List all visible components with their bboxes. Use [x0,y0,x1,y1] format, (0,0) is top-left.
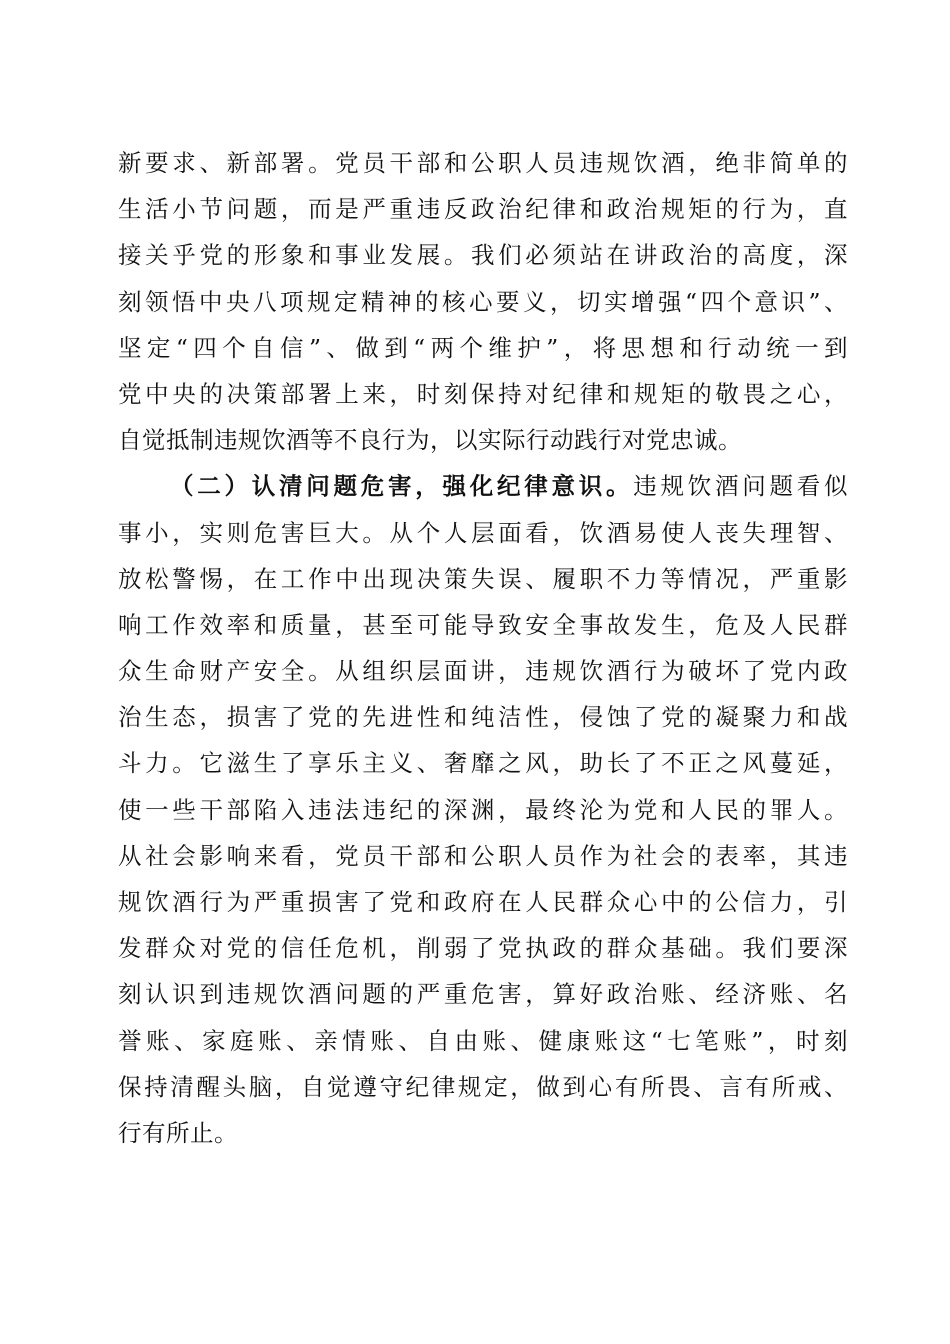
paragraph-1-line: 接关乎党的形象和事业发展。我们必须站在讲政治的高度，深 [118,241,848,270]
paragraph-1-line: 坚定“四个自信”、做到“两个维护”，将思想和行动统一到 [118,333,848,362]
paragraph-2-line: 使一些干部陷入违法违纪的深渊，最终沦为党和人民的罪人。 [118,795,848,824]
paragraph-2-line: 行有所止。 [118,1118,238,1147]
paragraph-2-line: 誉账、家庭账、亲情账、自由账、健康账这“七笔账”，时刻 [118,1026,848,1055]
section-heading: （二）认清问题危害，强化纪律意识。 [170,472,634,501]
paragraph-1-line: 生活小节问题，而是严重违反政治纪律和政治规矩的行为，直 [118,195,848,224]
paragraph-1-line: 刻领悟中央八项规定精神的核心要义，切实增强“四个意识”、 [118,287,848,316]
paragraph-2-line: 从社会影响来看，党员干部和公职人员作为社会的表率，其违 [118,841,848,870]
paragraph-2-line: 保持清醒头脑，自觉遵守纪律规定，做到心有所畏、言有所戒、 [118,1072,848,1101]
paragraph-2-line: 事小，实则危害巨大。从个人层面看，饮酒易使人丧失理智、 [118,518,848,547]
paragraph-2-line: 放松警惕，在工作中出现决策失误、履职不力等情况，严重影 [118,564,848,593]
body-text [118,140,848,1156]
paragraph-2-first-line-text: 违规饮酒问题看似 [633,472,848,501]
paragraph-2-first-line [118,463,848,509]
paragraph-2-line: 斗力。它滋生了享乐主义、奢靡之风，助长了不正之风蔓延， [118,749,848,778]
paragraph-2-line: 响工作效率和质量，甚至可能导致安全事故发生，危及人民群 [118,610,848,639]
paragraph-1-line: 新要求、新部署。党员干部和公职人员违规饮酒，绝非简单的 [118,149,848,177]
paragraph-2-line: 发群众对党的信任危机，削弱了党执政的群众基础。我们要深 [118,934,848,963]
paragraph-2-line: 刻认识到违规饮酒问题的严重危害，算好政治账、经济账、名 [118,980,848,1009]
paragraph-1-line: 自觉抵制违规饮酒等不良行为，以实际行动践行对党忠诚。 [118,426,742,455]
paragraph-2-line: 规饮酒行为严重损害了党和政府在人民群众心中的公信力，引 [118,888,848,916]
paragraph-2-line: 众生命财产安全。从组织层面讲，违规饮酒行为破坏了党内政 [118,657,848,686]
paragraph-1-line: 党中央的决策部署上来，时刻保持对纪律和规矩的敬畏之心， [118,379,848,408]
paragraph-2-line: 治生态，损害了党的先进性和纯洁性，侵蚀了党的凝聚力和战 [118,703,848,732]
